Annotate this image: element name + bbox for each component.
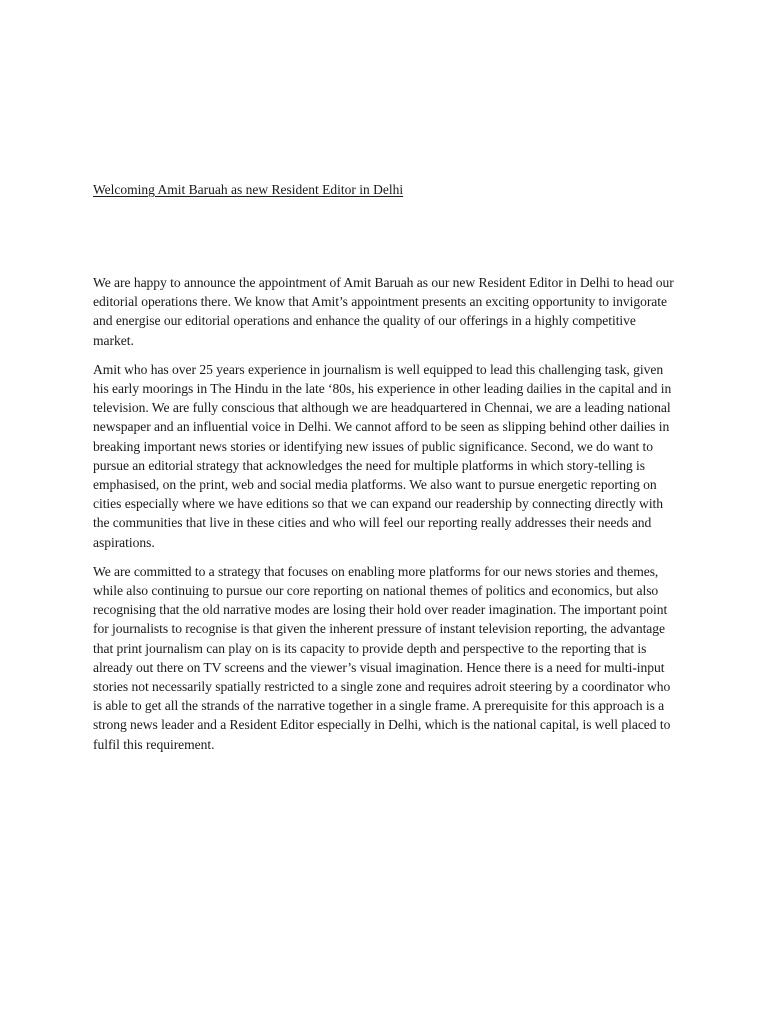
document-title: Welcoming Amit Baruah as new Resident Editor in Delhi — [93, 182, 404, 197]
paragraph-1: We are happy to announce the appointment of Amit Baruah as our new Resident Editor in Delhi to head our editorial operations there. We know that Amit’s appointment presents an exciting opportunity to invigorate and energise our editorial operations and enhance the quality of our offerings in a highly competitive market. — [93, 275, 674, 348]
paragraph-2: Amit who has over 25 years experience in journalism is well equipped to lead this challenging task, given his early moorings in The Hindu in the late ‘80s, his experience in other leading dailies in the capital and in television. We are fully conscious that although we are headquartered in Chennai, we are a leading national newspaper and an influential voice in Delhi. We cannot afford to be seen as slipping behind other dailies in breaking important news stories or identifying new issues of public significance. Second, we do want to pursue an editorial strategy that acknowledges the need for multiple platforms in which story-telling is emphasised, on the print, web and social media platforms. We also want to pursue energetic reporting on cities especially where we have editions so that we can expand our readership by connecting directly with the communities that live in these cities and who will feel our reporting really addresses their needs and aspirations. — [93, 361, 672, 550]
paragraph-3: We are committed to a strategy that focuses on enabling more platforms for our news stories and themes, while also continuing to pursue our core reporting on national themes of politics and economics, but also recognising that the old narrative modes are losing their hold over reader imagination. The important point for journalists to recognise is that given the inherent pressure of instant television reporting, the advantage that print journalism can play on is its capacity to provide depth and perspective to the reporting that is already out there on TV screens and the viewer’s visual imagination. Hence there is a need for multi-input stories not necessarily spatially restricted to a single zone and requires adroit steering by a coordinator who is able to get all the strands of the narrative together in a single frame. A prerequisite for this approach is a strong news leader and a Resident Editor especially in Delhi, which is the national capital, is well placed to fulfil this requirement. — [93, 563, 671, 752]
document-body — [93, 273, 678, 764]
